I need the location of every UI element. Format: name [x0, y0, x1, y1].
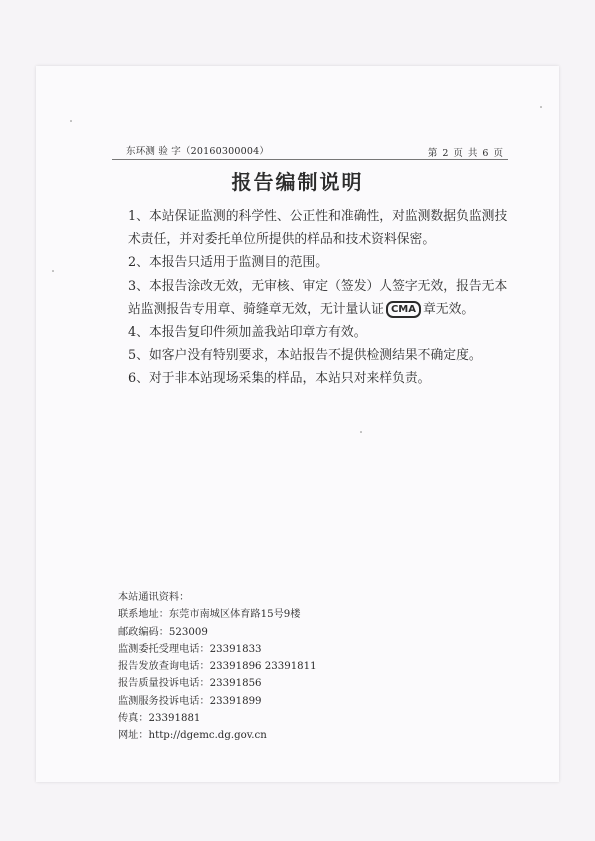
note-item-3-tail: 章无效。	[422, 301, 475, 317]
contact-quality-tel: 报告质量投诉电话：23391856	[118, 678, 262, 690]
contact-postcode: 邮政编码：523009	[118, 626, 208, 638]
note-item-2: 2、本报告只适用于监测目的范围。	[128, 255, 329, 271]
note-item-4: 4、本报告复印件须加盖我站印章方有效。	[128, 325, 367, 341]
contact-address: 联系地址：东莞市南城区体育路15号9楼	[118, 609, 301, 621]
contact-heading: 本站通讯资料：	[118, 592, 190, 603]
note-item-3-text: 3、本报告涂改无效，无审核、审定（签发）人签字无效，报告无本站监测报告专用章、骑缝章无效，无计量认证	[128, 278, 508, 317]
contact-website: 网址：http://dgemc.dg.gov.cn	[118, 730, 267, 742]
note-item-3	[128, 275, 508, 321]
contact-query-tel: 报告发放查询电话：23391896 23391811	[118, 661, 317, 673]
scan-speck	[360, 431, 362, 433]
note-item-6: 6、对于非本站现场采集的样品，本站只对来样负责。	[128, 371, 431, 387]
scan-speck	[540, 106, 542, 108]
contact-fax: 传真：23391881	[118, 713, 201, 725]
notes-list	[128, 205, 508, 391]
scan-speck	[70, 120, 72, 122]
page-title: 报告编制说明	[231, 170, 364, 194]
contact-service-tel: 监测服务投诉电话：23391899	[118, 695, 262, 707]
scan-speck	[52, 270, 54, 272]
contact-info	[118, 589, 418, 745]
page-indicator: 第 2 页 共 6 页	[427, 148, 504, 159]
note-item-5: 5、如客户没有特别要求，本站报告不提供检测结果不确定度。	[128, 348, 482, 364]
report-number: 东环测 验 字（20160300004）	[126, 146, 270, 157]
note-item-1: 1、本站保证监测的科学性、公正性和准确性，对监测数据负监测技术责任，并对委托单位所提供的样品和技术资料保密。	[128, 209, 508, 248]
report-header	[112, 141, 508, 160]
contact-commission-tel: 监测委托受理电话：23391833	[118, 643, 262, 655]
cma-certification-mark: CMA	[386, 301, 421, 318]
